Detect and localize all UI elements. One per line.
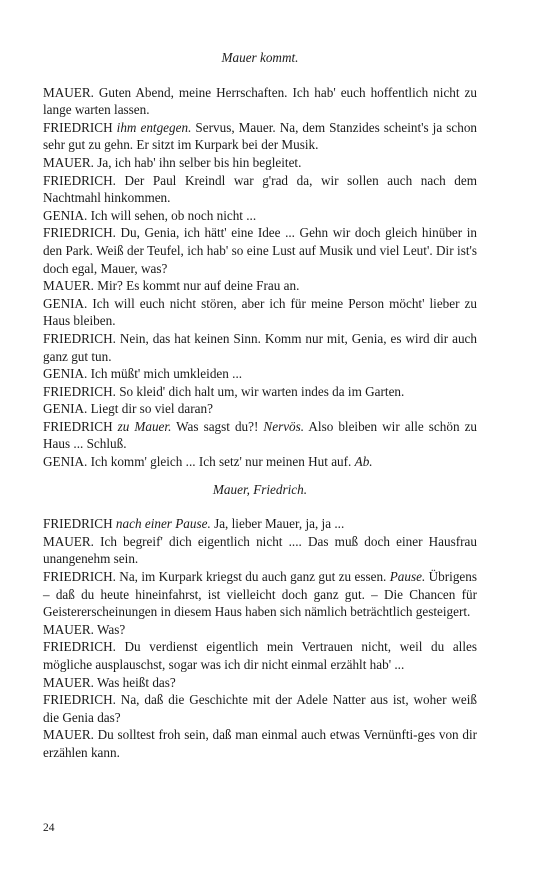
speech-text: FRIEDRICH. Na, im Kurpark kriegst du auch ganz gut zu essen. (43, 569, 390, 585)
speech-text: MAUER. Was heißt das? (43, 674, 176, 690)
stage-direction: Ab. (354, 454, 373, 470)
speech-text: Übrigens – daß du heute hineinfahrst, ist vielleicht doch ganz gut. – Die Chancen für Geistererscheinungen in diesem Haus haben sich nämlich beträchtlich gesteigert. (43, 569, 477, 620)
stage-direction: Nervös. (263, 418, 305, 434)
stage-direction: nach einer Pause. (115, 516, 211, 532)
speech-text: FRIEDRICH (43, 418, 118, 434)
dialogue-line (43, 638, 477, 673)
dialogue-line (43, 154, 477, 172)
stage-direction: zu Mauer. (117, 418, 172, 434)
speech-text: FRIEDRICH (43, 516, 116, 532)
dialogue-line (43, 224, 477, 277)
speech-text: GENIA. Ich will sehen, ob noch nicht ... (43, 207, 257, 223)
speech-text: Also bleiben wir alle schön zu Haus ... Schluß. (43, 418, 478, 452)
speech-text: MAUER. Ja, ich hab' ihn selber bis hin begleitet. (43, 154, 302, 170)
speech-text: FRIEDRICH. So kleid' dich halt um, wir warten indes da im Garten. (43, 383, 405, 399)
speech-text: FRIEDRICH. Du verdienst eigentlich mein Vertrauen nicht, weil du alles mögliche ausplauschst, sogar was ich dir nicht einmal erzählt hab' ... (43, 639, 477, 672)
dialogue-line (43, 674, 477, 692)
dialogue-line (43, 533, 477, 568)
dialogue-line (43, 453, 477, 471)
speech-text: FRIEDRICH. Na, daß die Geschichte mit der Adele Natter aus ist, woher weiß die Genia das? (43, 692, 477, 725)
speech-text: Was sagst du?! (171, 418, 264, 434)
speech-text: GENIA. Ich komm' gleich ... Ich setz' nur meinen Hut auf. (43, 454, 355, 470)
speech-text: FRIEDRICH. Du, Genia, ich hätt' eine Idee ... Gehn wir doch gleich hinüber in den Park. Weiß der Teufel, ich hab' so eine Lust auf Musik und viel Leut'. Dir ist's doch egal, Mauer, was? (43, 225, 477, 276)
speech-text: GENIA. Liegt dir so viel daran? (43, 401, 213, 417)
dialogue-line (43, 277, 477, 295)
dialogue-line (43, 691, 477, 726)
dialogue-line (43, 383, 477, 401)
speech-text: Ja, lieber Mauer, ja, ja ... (210, 516, 345, 532)
speech-text: MAUER. Ich begreif' dich eigentlich nicht .... Das muß doch einer Hausfrau unangenehm sein. (43, 533, 477, 567)
speech-text: MAUER. Du solltest froh sein, daß man einmal auch etwas Vernünfti-ges von dir erzählen kann. (43, 727, 477, 760)
dialogue-line (43, 330, 477, 365)
dialogue-line (43, 568, 477, 621)
stage-direction-heading: Mauer, Friedrich. (212, 481, 308, 497)
dialogue-line (43, 365, 477, 383)
dialogue-line (43, 84, 477, 119)
speech-text: FRIEDRICH. Nein, das hat keinen Sinn. Komm nur mit, Genia, es wird dir auch ganz gut tun. (43, 330, 477, 364)
speech-text: FRIEDRICH (43, 119, 117, 135)
dialogue-line (43, 418, 477, 453)
dialogue-line (43, 207, 477, 225)
speech-text: FRIEDRICH. Der Paul Kreindl war g'rad da, wir sollen auch nach dem Nachtmahl hinkommen. (43, 172, 477, 206)
stage-direction: ihm entgegen. (116, 119, 192, 135)
page-number: 24 (43, 822, 55, 834)
speech-text: MAUER. Was? (43, 621, 126, 637)
speech-text: Servus, Mauer. Na, dem Stanzides scheint's ja schon sehr gut zu gehn. Er sitzt im Kurpark bei der Musik. (43, 119, 478, 153)
dialogue-line (43, 515, 477, 533)
dialogue-block (43, 84, 477, 471)
dialogue-line (43, 400, 477, 418)
speech-text: MAUER. Guten Abend, meine Herrschaften. Ich hab' euch hoffentlich nicht zu lange warten lassen. (43, 84, 477, 118)
dialogue-line (43, 119, 477, 154)
speech-text: MAUER. Mir? Es kommt nur auf deine Frau an. (43, 278, 300, 294)
dialogue-line (43, 621, 477, 639)
play-page (43, 49, 477, 762)
speech-text: GENIA. Ich will euch nicht stören, aber ich für meine Person möcht' lieber zu Haus bleiben. (43, 295, 477, 329)
stage-direction-heading: Mauer kommt. (221, 50, 299, 65)
stage-direction: Pause. (389, 569, 426, 585)
dialogue-line (43, 295, 477, 330)
dialogue-line (43, 172, 477, 207)
dialogue-block (43, 515, 477, 761)
speech-text: GENIA. Ich müßt' mich umkleiden ... (43, 366, 243, 382)
dialogue-line (43, 726, 477, 761)
